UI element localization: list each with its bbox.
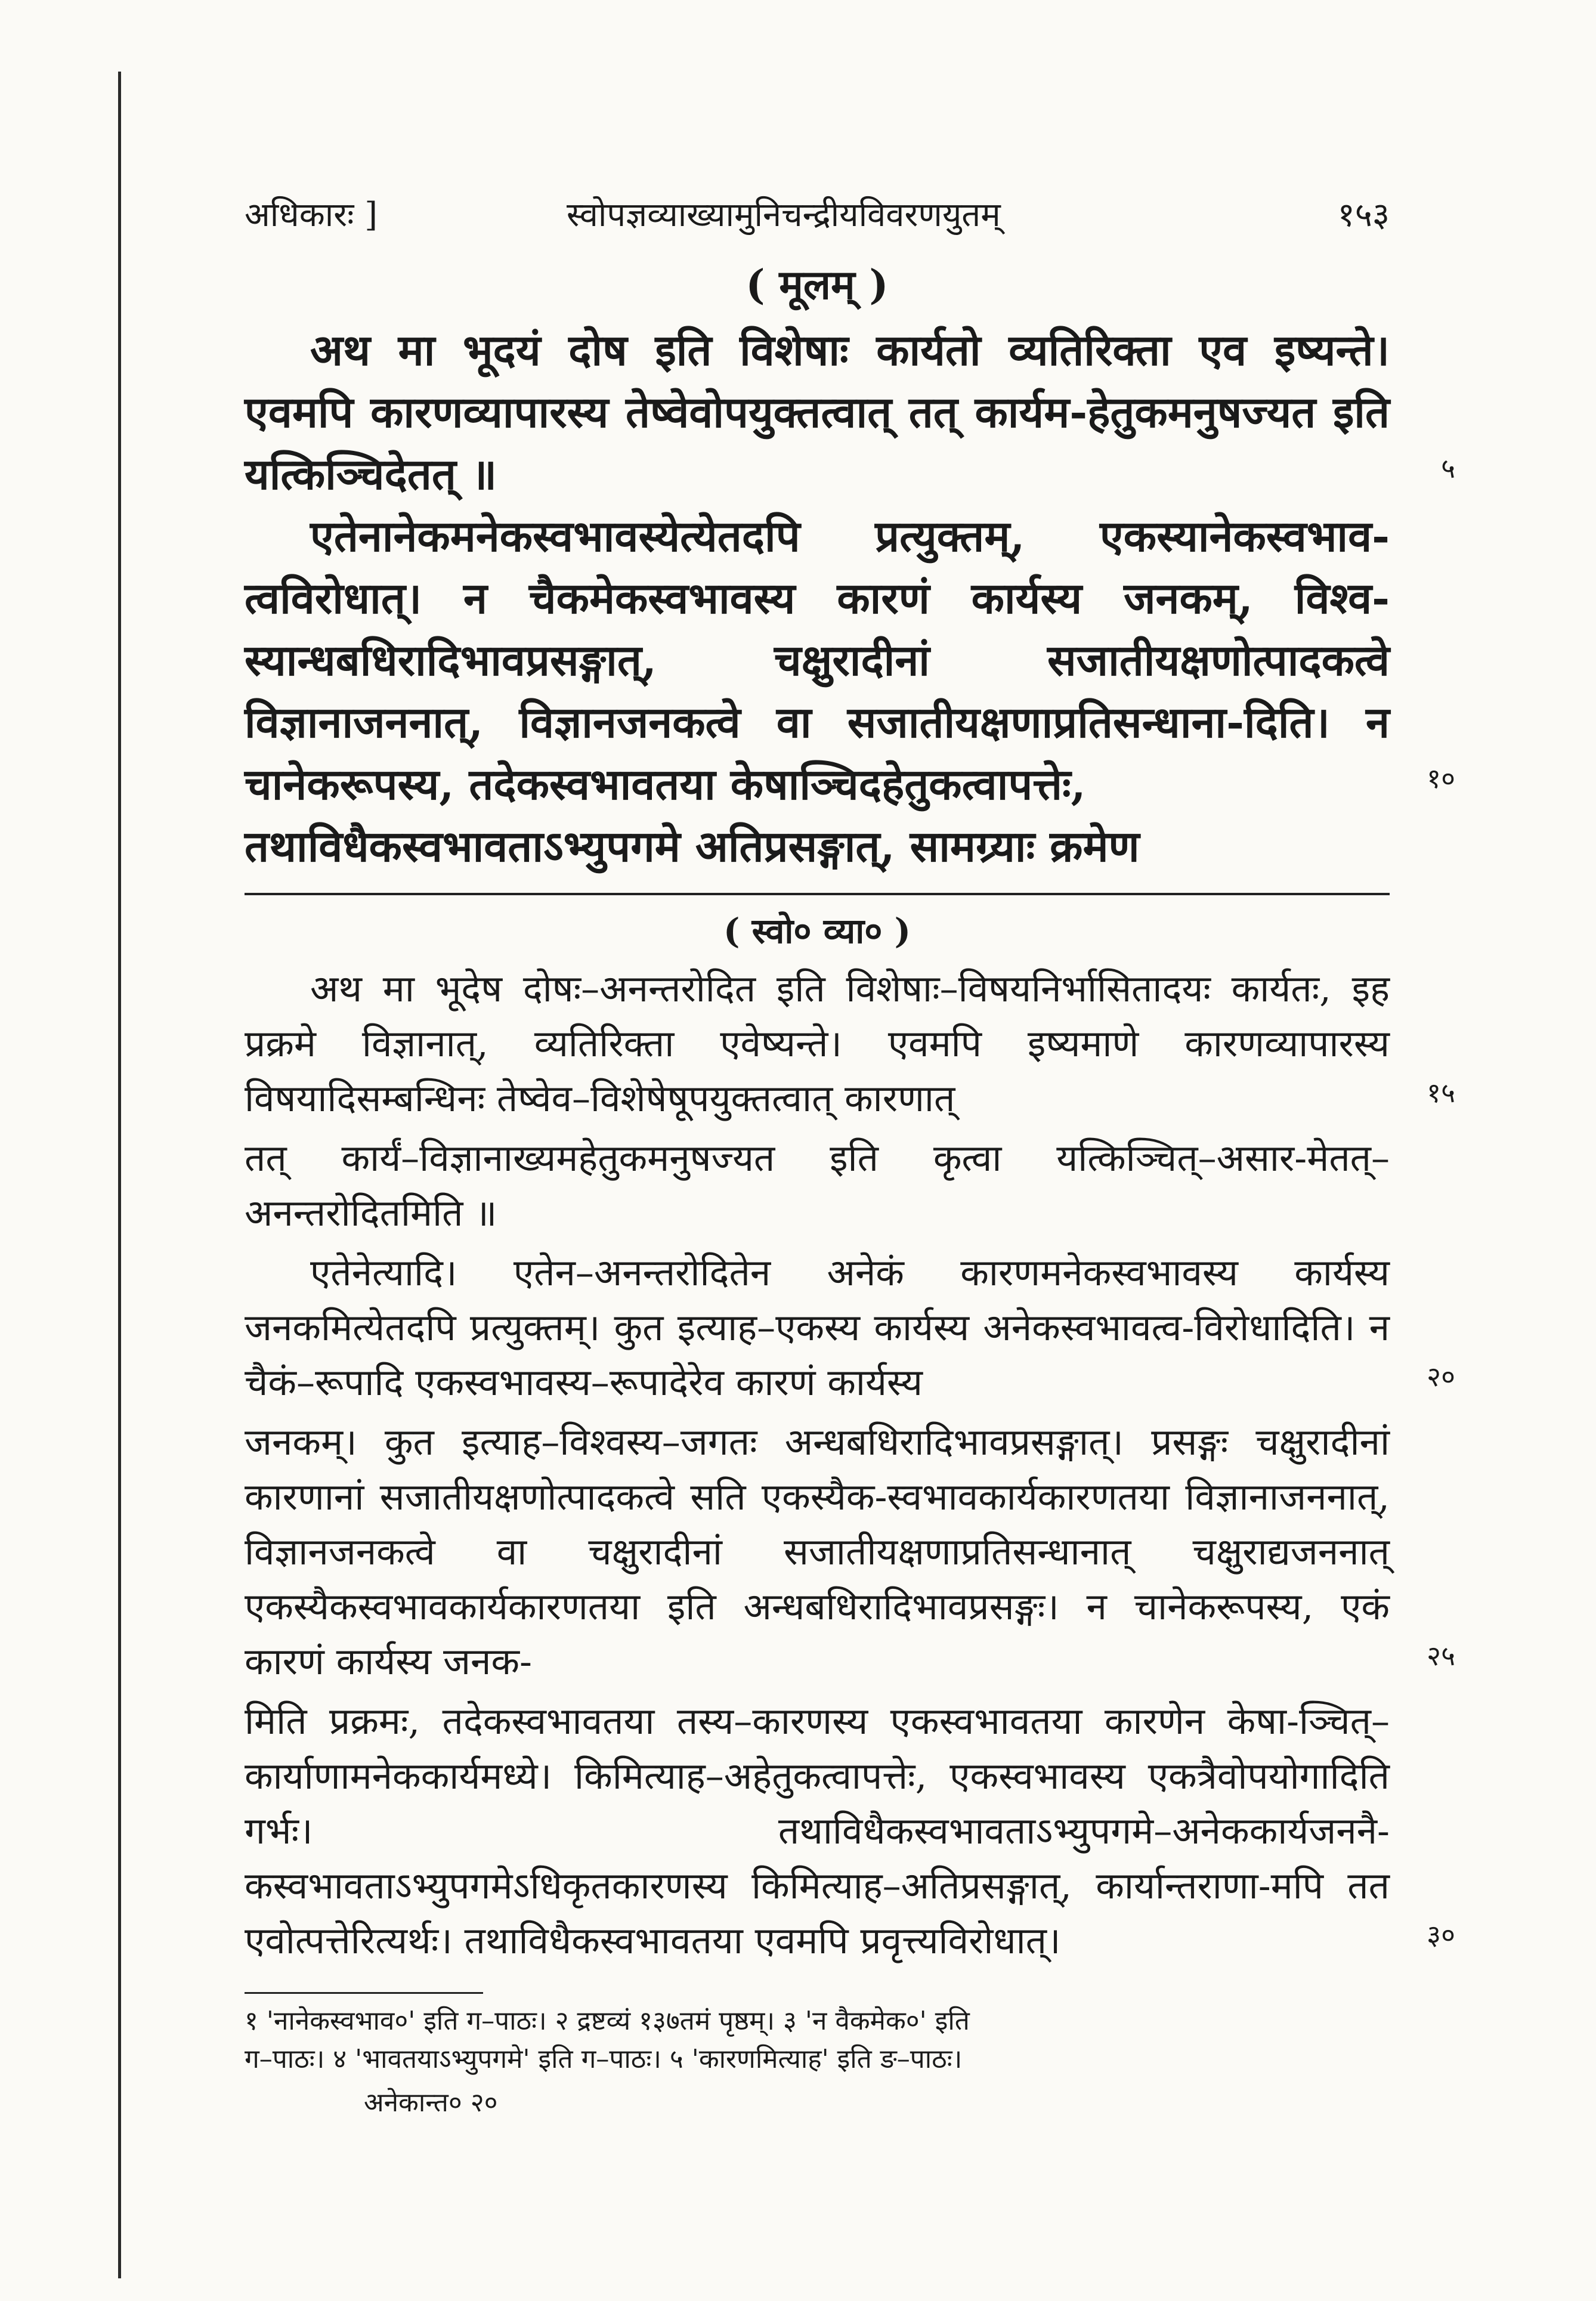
vyakhya-text-2: एतेनेत्यादि। एतेन–अनन्तरोदितेन अनेकं कारणमनेकस्वभावस्य कार्यस्य जनकमित्येतदपि प्रत्युक्तम्। कुत इत्याह–एकस्य कार्यस्य अनेकस्वभावत्व-विरोधादिति। न चैकं–रूपादि एकस्वभावस्य–रूपादेरेव कारणं कार्यस्य xyxy=(245,1251,1390,1404)
vyakhya-paragraph-2b xyxy=(245,1415,1455,1689)
footnotes xyxy=(245,2002,1390,2119)
page xyxy=(245,179,1455,2119)
running-header xyxy=(245,179,1390,250)
mula-paragraph-2 xyxy=(245,505,1455,815)
vyakhya-paragraph-1 xyxy=(245,961,1455,1126)
header-title: स्वोपज्ञव्याख्यामुनिचन्द्रीयविवरणयुतम् xyxy=(567,196,1001,234)
binding-line xyxy=(118,72,121,2278)
line-number: ५ xyxy=(1441,452,1455,484)
vyakhya-paragraph-2c xyxy=(245,1694,1455,1968)
line-number: २० xyxy=(1427,1360,1455,1393)
signature-mark: अनेकान्त० २० xyxy=(364,2087,498,2118)
line-number: ३० xyxy=(1427,1919,1455,1951)
vyakhya-text-2c: मिति प्रक्रमः, तदेकस्वभावतया तस्य–कारणस्य एकस्वभावतया कारणेन केषा-ञ्चित्–कार्याणामनेककार्यमध्ये। किमित्याह–अहेतुकत्वापत्तेः, एकस्वभावस्य एकत्रैवोपयोगादिति गर्भः। तथाविधैकस्वभावताऽभ्युपगमे–अनेककार्यजननै-कस्वभावताऽभ्युपगमेऽधिकृतकारणस्य किमित्याह–अतिप्रसङ्गात्, कार्यान्तराणा-मपि तत एवोत्पत्तेरित्यर्थः। तथाविधैकस्वभावतया एवमपि प्रवृत्त्यविरोधात्। xyxy=(245,1699,1390,1962)
line-number: १० xyxy=(1427,762,1455,794)
mula-title: ( मूलम् ) xyxy=(746,261,889,309)
footnote-rule xyxy=(245,1992,483,1994)
page-number: १५३ xyxy=(1337,196,1390,234)
mula-text-1: अथ मा भूदयं दोष इति विशेषाः कार्यतो व्यतिरिक्ता एव इष्यन्ते। एवमपि कारणव्यापारस्य तेष्वेवोपयुक्तत्वात् तत् कार्यम-हेतुकमनुषज्यत इति यत्किञ्चिदेतत् ॥ xyxy=(245,324,1390,499)
header-section: अधिकारः ] xyxy=(245,196,378,234)
mula-paragraph-1 xyxy=(245,319,1455,505)
line-number: १५ xyxy=(1427,1077,1455,1109)
vyakhya-title: ( स्वो० व्या० ) xyxy=(723,911,911,951)
vyakhya-section xyxy=(245,906,1455,1968)
footnote-line-2: ग–पाठः। ४ 'भावतयाऽभ्युपगमे' इति ग–पाठः। ५ 'कारणमित्याह' इति ङ–पाठः। xyxy=(245,2044,963,2074)
line-number: २५ xyxy=(1427,1640,1455,1672)
vyakhya-text-1b: तत् कार्यं–विज्ञानाख्यमहेतुकमनुषज्यत इति कृत्वा यत्किञ्चित्–असार-मेतत्–अनन्तरोदितमिति ॥ xyxy=(245,1136,1390,1235)
footnote-line-1: १ 'नानेकस्वभाव०' इति ग–पाठः। २ द्रष्टव्यं १३७तमं पृष्ठम्। ३ 'न वैकमेक०' इति xyxy=(245,2006,970,2036)
mula-text-3: तथाविधैकस्वभावताऽभ्युपगमे अतिप्रसङ्गात्, सामग्र्याः क्रमेण xyxy=(245,821,1140,871)
vyakhya-text-1: अथ मा भूदेष दोषः–अनन्तरोदित इति विशेषाः–विषयनिर्भासितादयः कार्यतः, इह प्रक्रमे विज्ञानात्, व्यतिरिक्ता एवेष्यन्ते। एवमपि इष्यमाणे कारणव्यापारस्य विषयादिसम्बन्धिनः तेष्वेव–विशेषेषूपयुक्तत्वात् कारणात् xyxy=(245,967,1390,1120)
mula-text-2: एतेनानेकमनेकस्वभावस्येत्येतदपि प्रत्युक्तम्, एकस्यानेकस्वभाव-त्वविरोधात्। न चैकमेकस्वभावस्य कारणं कार्यस्य जनकम्, विश्व-स्यान्धबधिरादिभावप्रसङ्गात्, चक्षुरादीनां सजातीयक्षणोत्पादकत्वे विज्ञानाजननात्, विज्ञानजनकत्वे वा सजातीयक्षणाप्रतिसन्धाना-दिति। न चानेकरूपस्य, तदेकस्वभावतया केषाञ्चिदहेतुकत्वापत्तेः, xyxy=(245,511,1390,809)
vyakhya-text-2b: जनकम्। कुत इत्याह–विश्वस्य–जगतः अन्धबधिरादिभावप्रसङ्गात्। प्रसङ्गः चक्षुरादीनां कारणानां सजातीयक्षणोत्पादकत्वे सति एकस्यैक-स्वभावकार्यकारणतया विज्ञानाजननात्, विज्ञानजनकत्वे वा चक्षुरादीनां सजातीयक्षणाप्रतिसन्धानात् चक्षुराद्यजननात् एकस्यैकस्वभावकार्यकारणतया इति अन्धबधिरादिभावप्रसङ्गः। न चानेकरूपस्य, एकं कारणं कार्यस्य जनक- xyxy=(245,1420,1390,1683)
vyakhya-paragraph-2 xyxy=(245,1245,1455,1410)
mula-section xyxy=(245,255,1455,877)
vyakhya-paragraph-1b xyxy=(245,1131,1390,1241)
section-divider xyxy=(245,893,1390,895)
mula-paragraph-3 xyxy=(245,815,1390,877)
